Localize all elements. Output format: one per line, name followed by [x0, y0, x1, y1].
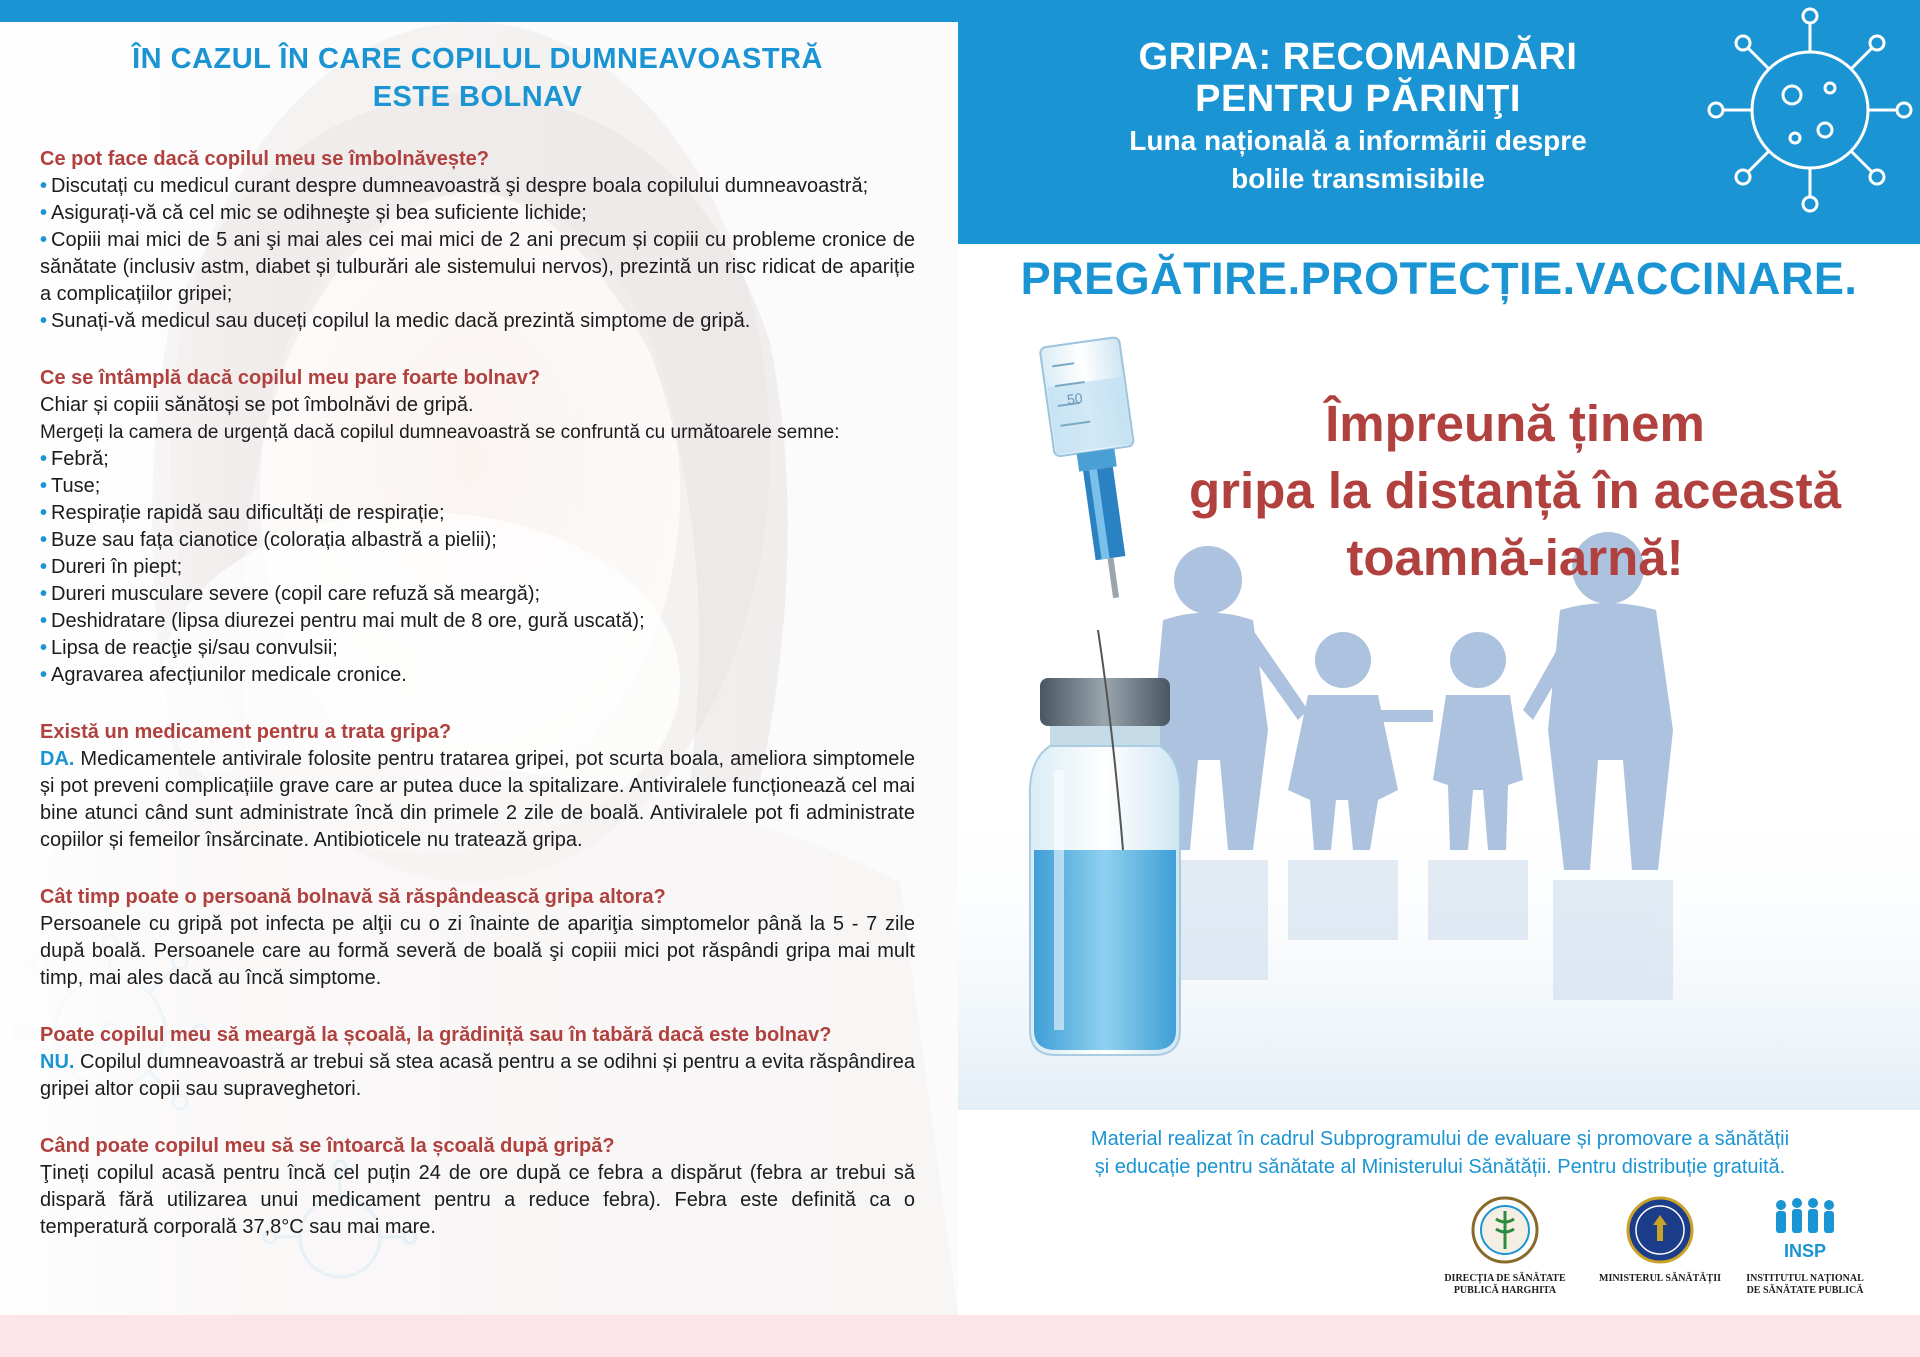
bullet-text: Discutați cu medicul curant despre dumneavoastră şi despre boala copilului dumneavoastră; [51, 175, 869, 197]
bullet-dot: • [40, 175, 48, 197]
tagline-line-1: Împreună ținem [1325, 395, 1705, 452]
bullet-item [40, 635, 915, 662]
bullet-text: Copiii mai mici de 5 ani şi mai ales cei mai mici de 2 ani precum și copiii cu probleme cronice de sănătate (inclusiv astm, diabet și tulburări ale sistemului nervos), prezintă un risc ridicat de apariție a complicațiilor gripei; [40, 229, 915, 305]
bullet-item [40, 308, 915, 335]
funding-credit [980, 1125, 1900, 1181]
left-panel [0, 22, 958, 1315]
banner-subtitle-line-1: Luna națională a informării despre [1129, 125, 1587, 156]
logo-label-line-2: PUBLICĂ HARGHITA [1453, 1285, 1557, 1296]
paragraph: Persoanele cu gripă pot infecta pe alţii cu o zi înainte de apariţia simptomelor până la 5 - 7 zile după boală. Persoanele care au formă severă de boală şi copiii mici pot răspândi gripa mai mult timp, mai ales dacă au încă simptome. [40, 913, 915, 989]
bullet-item [40, 500, 915, 527]
bullet-text: Tuse; [51, 475, 101, 497]
bullet-text: Lipsa de reacţie și/sau convulsii; [51, 637, 338, 659]
bullet-text: Buze sau fața cianotice (colorația albastră a pielii); [51, 529, 497, 551]
logo-label [1705, 1273, 1905, 1297]
slogan: PREGĂTIRE.PROTECȚIE.VACCINARE. [1020, 253, 1858, 304]
section-treatment [40, 719, 915, 854]
bullet-item [40, 473, 915, 500]
logo-label-line-1: MINISTERUL SĂNĂTĂȚII [1599, 1273, 1721, 1284]
bullet-dot: • [40, 229, 48, 251]
bullet-text: Deshidratare (lipsa diurezei pentru mai mult de 8 ore, gură uscată); [51, 610, 645, 632]
government-seal-icon [1625, 1195, 1695, 1265]
banner-subtitle [958, 122, 1758, 198]
bullet-text: Respirație rapidă sau dificultăți de respirație; [51, 502, 445, 524]
bullet-dot: • [40, 583, 48, 605]
answer-text: Medicamentele antivirale folosite pentru tratarea gripei, pot scurta boala, ameliora simptomele și pot preveni complicațiile grave care ar putea duce la spitalizare. Antiviralele funcționează cel mai bine atunci când sunt administrate încă din primele 2 zile de boală. Antiviralele pot fi administrate copiilor și femeilor însărcinate. Antibioticele nu tratează gripa. [40, 748, 915, 851]
bullet-item [40, 200, 915, 227]
credit-line-2: și educație pentru sănătate al Ministerului Sănătății. Pentru distribuție gratuită. [1094, 1156, 1786, 1178]
section-question: Când poate copilul meu să se întoarcă la școală după gripă? [40, 1135, 615, 1157]
section-question: Poate copilul meu să meargă la școală, la grădiniță sau în tabără dacă este bolnav? [40, 1024, 832, 1046]
paragraph: Chiar și copiii sănătoși se pot îmbolnăvi de gripă. [40, 394, 474, 416]
bullet-text: Sunați-vă medicul sau duceți copilul la medic dacă prezintă simptome de gripă. [51, 310, 751, 332]
bullet-item [40, 608, 915, 635]
answer-keyword: DA. [40, 748, 75, 770]
section-return-to-school [40, 1133, 915, 1241]
banner-title [958, 36, 1758, 120]
logo-insp [1705, 1195, 1905, 1297]
bullet-dot: • [40, 637, 48, 659]
bullet-dot: • [40, 475, 48, 497]
bullet-text: Asigurați-vă că cel mic se odihneşte și bea suficiente lichide; [51, 202, 587, 224]
left-title-line-2: ESTE BOLNAV [372, 81, 583, 113]
bullet-dot: • [40, 610, 48, 632]
paragraph: Ţineți copilul acasă pentru încă cel puțin 24 de ore după ce febra a dispărut (febra ar trebui să dispară fără utilizarea unui medicament pentru a reduce febra). Febra este definită ca o temperatură corporală 37,8°C sau mai mare. [40, 1162, 915, 1238]
insp-people-icon [1765, 1195, 1845, 1265]
campaign-tagline [1120, 390, 1910, 591]
section-ill-child [40, 146, 915, 335]
left-title-line-1: ÎN CAZUL ÎN CARE COPILUL DUMNEAVOASTRĂ [132, 43, 823, 75]
paragraph [40, 746, 915, 854]
bullet-dot: • [40, 448, 48, 470]
bullet-dot: • [40, 202, 48, 224]
bullet-text: Dureri musculare severe (copil care refuză să meargă); [51, 583, 541, 605]
bullet-dot: • [40, 556, 48, 578]
bullet-dot: • [40, 502, 48, 524]
tagline-line-3: toamnă-iarnă! [1346, 529, 1684, 586]
bullet-item [40, 446, 915, 473]
bullet-item [40, 527, 915, 554]
bullet-item [40, 554, 915, 581]
answer-keyword: NU. [40, 1051, 75, 1073]
bullet-item [40, 173, 915, 200]
banner-title-line-1: GRIPA: RECOMANDĂRI [1138, 36, 1578, 78]
syringe-scale-label: 50 [1065, 389, 1084, 408]
bullet-dot: • [40, 310, 48, 332]
bullet-dot: • [40, 664, 48, 686]
section-question: Există un medicament pentru a trata gripa? [40, 721, 452, 743]
paragraph [40, 1049, 915, 1103]
logo-label-line-1: INSTITUTUL NAȚIONAL [1746, 1273, 1864, 1284]
bullet-text: Febră; [51, 448, 109, 470]
logo-label-line-2: DE SĂNĂTATE PUBLICĂ [1746, 1285, 1864, 1296]
bullet-dot: • [40, 529, 48, 551]
bullet-item [40, 581, 915, 608]
paragraph: Mergeți la camera de urgență dacă copilul dumneavoastră se confruntă cu următoarele semne: [40, 422, 840, 443]
answer-text: Copilul dumneavoastră ar trebui să stea acasă pentru a se odihni și pentru a evita răspândirea gripei altor copii sau supraveghetori. [40, 1051, 915, 1100]
section-very-ill [40, 365, 915, 689]
virus-icon [1700, 0, 1920, 220]
tagline-line-2: gripa la distanță în această [1189, 462, 1841, 519]
left-text-column [40, 40, 915, 1241]
banner-title-line-2: PENTRU PĂRINŢI [1195, 78, 1521, 120]
bullet-item [40, 227, 915, 308]
insp-mark: INSP [1783, 1241, 1827, 1261]
section-question: Cât timp poate o persoană bolnavă să răspândească gripa altora? [40, 886, 666, 908]
credit-line-1: Material realizat în cadrul Subprogramului de evaluare și promovare a sănătății [1090, 1128, 1790, 1150]
bullet-text: Agravarea afecțiunilor medicale cronice. [51, 664, 407, 686]
section-school-attendance [40, 1022, 915, 1103]
top-color-strip [0, 0, 1920, 22]
dsp-harghita-seal-icon [1470, 1195, 1540, 1265]
banner-subtitle-line-2: bolile transmisibile [1231, 163, 1485, 194]
bullet-text: Dureri în piept; [51, 556, 183, 578]
bottom-color-strip [0, 1315, 1920, 1357]
logo-label-line-1: DIRECȚIA DE SĂNĂTATE [1444, 1273, 1566, 1284]
bullet-item [40, 662, 915, 689]
section-contagious-period [40, 884, 915, 992]
section-question: Ce se întâmplă dacă copilul meu pare foarte bolnav? [40, 367, 541, 389]
section-question: Ce pot face dacă copilul meu se îmbolnăvește? [40, 148, 490, 170]
left-panel-title [40, 40, 915, 116]
